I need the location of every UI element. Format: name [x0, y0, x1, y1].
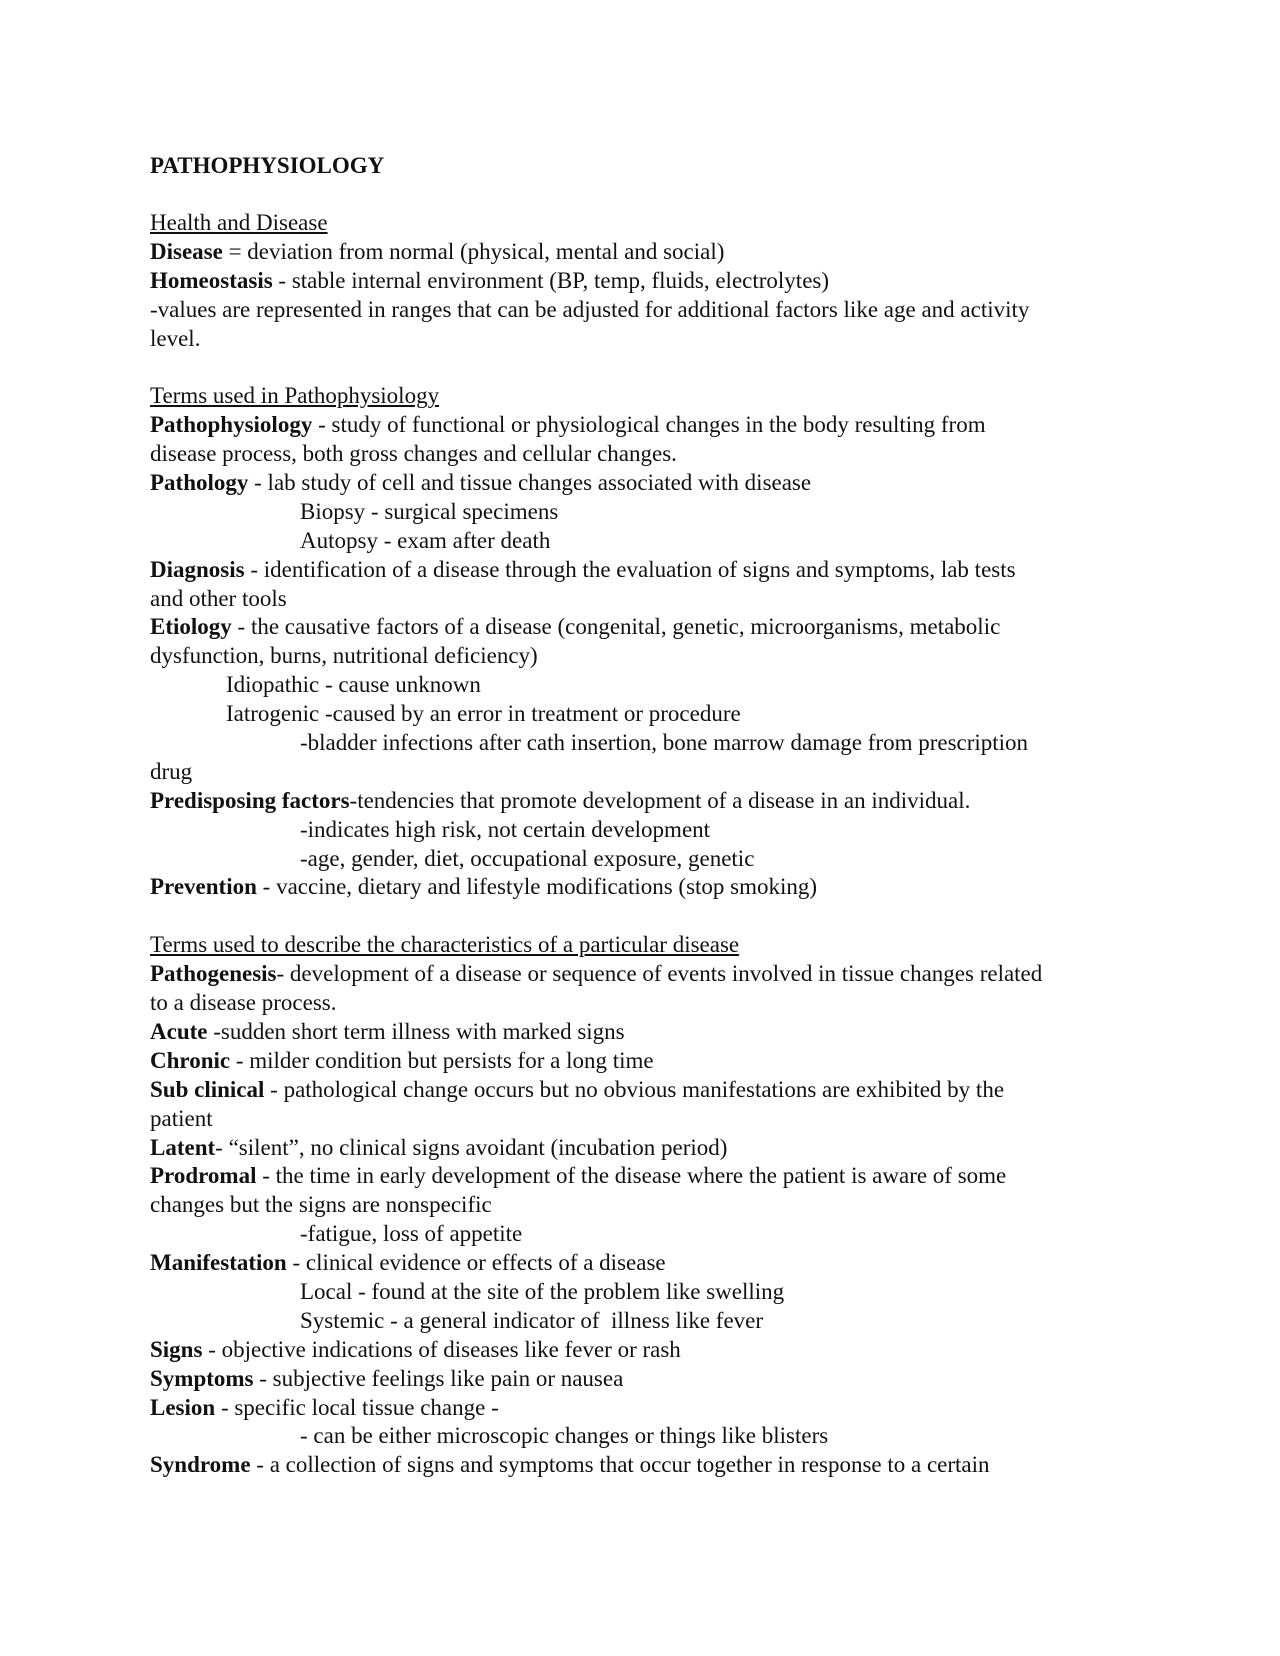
line-text: to a disease process. — [150, 990, 337, 1016]
line-text: Autopsy - exam after death — [300, 527, 551, 553]
text-line — [150, 758, 1135, 787]
line-text: - subjective feelings like pain or nausea — [253, 1365, 624, 1391]
term-label: Homeostasis — [150, 267, 273, 293]
line-text: - lab study of cell and tissue changes associated with disease — [248, 470, 812, 496]
line-text: - a collection of signs and symptoms that occur together in response to a certain — [250, 1452, 990, 1478]
term-label: Pathology — [150, 470, 249, 496]
text-line — [150, 845, 1135, 874]
term-definition-line — [150, 613, 1135, 642]
term-label: Symptoms — [150, 1365, 254, 1391]
term-definition-line — [150, 1336, 1135, 1365]
term-definition-line — [150, 411, 1135, 440]
line-text: - milder condition but persists for a long time — [230, 1047, 654, 1073]
text-line — [150, 1422, 1135, 1451]
line-text: -tendencies that promote development of a disease in an individual. — [349, 787, 971, 813]
line-text: Idiopathic - cause unknown — [226, 672, 481, 698]
section-heading: Terms used in Pathophysiology — [150, 383, 440, 409]
term-label: Pathophysiology — [150, 412, 313, 438]
term-definition-line — [150, 1365, 1135, 1394]
line-text: -values are represented in ranges that can be adjusted for additional factors like age and activity — [150, 296, 1030, 322]
term-definition-line — [150, 556, 1135, 585]
line-text: level. — [150, 325, 201, 351]
line-text: - identification of a disease through the evaluation of signs and symptoms, lab tests — [244, 556, 1016, 582]
text-line — [150, 1191, 1135, 1220]
line-text: - can be either microscopic changes or things like blisters — [300, 1423, 829, 1449]
text-line — [150, 816, 1135, 845]
term-label: Pathogenesis — [150, 961, 277, 987]
term-label: Diagnosis — [150, 556, 245, 582]
term-definition-line — [150, 873, 1135, 902]
line-text: -fatigue, loss of appetite — [300, 1221, 523, 1247]
line-text: Biopsy - surgical specimens — [300, 498, 559, 524]
text-line — [150, 700, 1135, 729]
term-label: Predisposing factors — [150, 787, 350, 813]
term-label: Acute — [150, 1018, 208, 1044]
text-line — [150, 585, 1135, 614]
line-text: - vaccine, dietary and lifestyle modifications (stop smoking) — [256, 874, 818, 900]
line-text: disease process, both gross changes and cellular changes. — [150, 441, 677, 467]
text-line — [150, 729, 1135, 758]
line-text: - specific local tissue change - — [215, 1394, 499, 1420]
text-line — [150, 1220, 1135, 1249]
line-text: -age, gender, diet, occupational exposure, genetic — [300, 845, 755, 871]
page-title: PATHOPHYSIOLOGY — [150, 153, 385, 178]
term-definition-line — [150, 238, 1135, 267]
line-text: -sudden short term illness with marked signs — [207, 1018, 625, 1044]
line-text: Systemic - a general indicator of illness like fever — [300, 1307, 764, 1333]
term-label: Disease — [150, 238, 223, 264]
term-definition-line — [150, 787, 1135, 816]
line-text: - stable internal environment (BP, temp, fluids, electrolytes) — [272, 267, 830, 293]
text-line — [150, 296, 1135, 325]
document-body — [150, 209, 1135, 1480]
line-text: -indicates high risk, not certain development — [300, 816, 711, 842]
blank-line — [150, 353, 1135, 382]
term-label: Prevention — [150, 874, 257, 900]
line-text: -bladder infections after cath insertion, bone marrow damage from prescription — [300, 730, 1029, 756]
text-line — [150, 642, 1135, 671]
line-text: and other tools — [150, 585, 287, 611]
text-line — [150, 671, 1135, 700]
term-label: Lesion — [150, 1394, 216, 1420]
text-line — [150, 527, 1135, 556]
line-text: Local - found at the site of the problem like swelling — [300, 1278, 785, 1304]
line-text: - “silent”, no clinical signs avoidant (incubation period) — [215, 1134, 728, 1160]
term-label: Signs — [150, 1336, 203, 1362]
line-text: patient — [150, 1105, 213, 1131]
term-label: Manifestation — [150, 1250, 287, 1276]
term-definition-line — [150, 1162, 1135, 1191]
line-text: - the causative factors of a disease (congenital, genetic, microorganisms, metabolic — [231, 614, 1001, 640]
line-text: - study of functional or physiological changes in the body resulting from — [312, 412, 986, 438]
term-definition-line — [150, 960, 1135, 989]
line-text: - clinical evidence or effects of a disease — [286, 1250, 666, 1276]
term-definition-line — [150, 267, 1135, 296]
line-text: changes but the signs are nonspecific — [150, 1192, 492, 1218]
section-heading: Terms used to describe the characteristics of a particular disease — [150, 932, 740, 958]
line-text: Iatrogenic -caused by an error in treatment or procedure — [226, 701, 741, 727]
line-text: - pathological change occurs but no obvious manifestations are exhibited by the — [264, 1076, 1005, 1102]
term-definition-line — [150, 1047, 1135, 1076]
text-line — [150, 440, 1135, 469]
term-definition-line — [150, 469, 1135, 498]
term-label: Chronic — [150, 1047, 231, 1073]
line-text: - objective indications of diseases like fever or rash — [202, 1336, 681, 1362]
text-line — [150, 498, 1135, 527]
term-definition-line — [150, 1018, 1135, 1047]
term-definition-line — [150, 1134, 1135, 1163]
line-text: = deviation from normal (physical, mental and social) — [222, 238, 725, 264]
term-label: Prodromal — [150, 1163, 257, 1189]
term-definition-line — [150, 1451, 1135, 1480]
text-line — [150, 1307, 1135, 1336]
line-text: - the time in early development of the disease where the patient is aware of some — [256, 1163, 1007, 1189]
line-text: drug — [150, 758, 193, 784]
text-line — [150, 989, 1135, 1018]
text-line — [150, 1278, 1135, 1307]
term-label: Etiology — [150, 614, 232, 640]
text-line — [150, 325, 1135, 354]
term-definition-line — [150, 1394, 1135, 1423]
text-line — [150, 1105, 1135, 1134]
section-heading: Health and Disease — [150, 210, 328, 235]
line-text: - development of a disease or sequence of events involved in tissue changes related — [276, 961, 1043, 987]
term-label: Syndrome — [150, 1452, 251, 1478]
term-definition-line — [150, 1249, 1135, 1278]
blank-line — [150, 902, 1135, 931]
term-label: Sub clinical — [150, 1076, 265, 1102]
line-text: dysfunction, burns, nutritional deficiency) — [150, 643, 538, 669]
term-label: Latent — [150, 1134, 216, 1160]
term-definition-line — [150, 1076, 1135, 1105]
